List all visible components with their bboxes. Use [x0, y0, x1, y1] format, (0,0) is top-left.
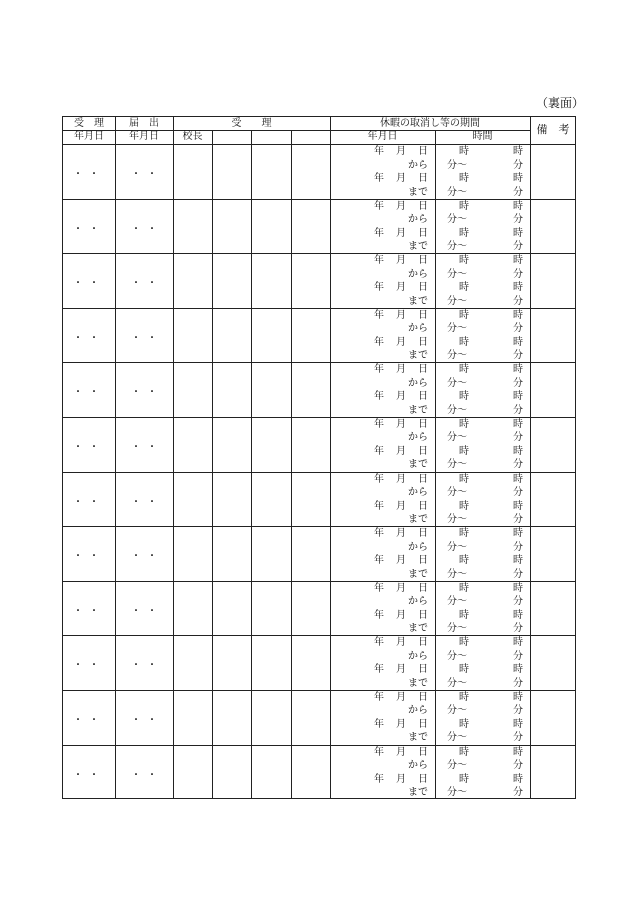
- period-text: 時: [513, 609, 523, 621]
- period-text: 時: [459, 255, 469, 267]
- period-text: 分: [513, 241, 523, 253]
- period-text: 時: [459, 773, 469, 785]
- period-text: 日: [418, 309, 428, 321]
- period-text: 月: [396, 746, 406, 758]
- period-text: 月: [396, 146, 406, 157]
- period-text: まで: [408, 186, 428, 198]
- period-text: 時: [513, 173, 523, 184]
- period-text: 日: [418, 773, 428, 785]
- period-text: 日: [418, 664, 428, 676]
- submit-date-cell[interactable]: ・・: [131, 605, 163, 617]
- period-text: 日: [418, 418, 428, 430]
- period-text: まで: [408, 514, 428, 526]
- period-text: 時: [459, 691, 469, 703]
- submit-date-cell[interactable]: ・・: [131, 551, 163, 563]
- sub-receipt-date: 年月日: [74, 131, 104, 142]
- period-text: 分: [513, 214, 523, 226]
- period-text: 時: [513, 227, 523, 239]
- period-text: 時: [513, 582, 523, 594]
- period-text: 分: [513, 732, 523, 744]
- receipt-date-cell[interactable]: ・・: [73, 714, 105, 726]
- period-text: 時: [513, 637, 523, 649]
- period-text: 分: [513, 705, 523, 717]
- table-row: [62, 199, 576, 254]
- table-row: [62, 690, 576, 745]
- table-row: [62, 417, 576, 472]
- period-text: 年: [374, 528, 384, 540]
- period-text: 月: [396, 255, 406, 267]
- period-text: 年: [374, 364, 384, 376]
- period-text: 時: [459, 555, 469, 567]
- period-text: 月: [396, 336, 406, 348]
- period-text: 時: [459, 146, 469, 157]
- period-text: まで: [408, 568, 428, 580]
- period-text: 時: [513, 309, 523, 321]
- period-text: 月: [396, 555, 406, 567]
- period-text: から: [408, 214, 428, 226]
- period-text: 時: [459, 445, 469, 457]
- col-receipt: 受 理: [74, 118, 104, 129]
- period-text: から: [408, 596, 428, 608]
- table-body: [62, 144, 576, 799]
- submit-date-cell[interactable]: ・・: [131, 332, 163, 344]
- submit-date-cell[interactable]: ・・: [131, 769, 163, 781]
- period-text: 時: [459, 336, 469, 348]
- period-text: 分〜: [447, 377, 467, 389]
- period-text: 分: [513, 787, 523, 799]
- period-text: 日: [418, 173, 428, 184]
- period-text: 分〜: [447, 186, 467, 198]
- period-text: 時: [459, 718, 469, 730]
- receipt-date-cell[interactable]: ・・: [73, 169, 105, 180]
- period-text: 時: [513, 664, 523, 676]
- period-text: 時: [459, 664, 469, 676]
- period-text: 年: [374, 637, 384, 649]
- col-approval: 受 理: [231, 118, 272, 129]
- period-text: 分〜: [447, 650, 467, 662]
- period-text: 年: [374, 500, 384, 512]
- period-text: 時: [513, 200, 523, 212]
- table-row: [62, 581, 576, 636]
- period-text: 時: [513, 718, 523, 730]
- period-text: 年: [374, 746, 384, 758]
- period-text: から: [408, 268, 428, 280]
- period-text: 時: [459, 364, 469, 376]
- period-text: 日: [418, 718, 428, 730]
- period-text: まで: [408, 350, 428, 362]
- period-text: 月: [396, 718, 406, 730]
- period-text: 日: [418, 528, 428, 540]
- period-text: まで: [408, 295, 428, 307]
- receipt-date-cell[interactable]: ・・: [73, 551, 105, 563]
- period-text: から: [408, 705, 428, 717]
- period-text: 時: [513, 445, 523, 457]
- period-text: 分: [513, 596, 523, 608]
- period-text: 年: [374, 255, 384, 267]
- period-text: 月: [396, 282, 406, 294]
- receipt-date-cell[interactable]: ・・: [73, 769, 105, 781]
- period-text: 日: [418, 746, 428, 758]
- period-text: 分〜: [447, 514, 467, 526]
- table-header: [62, 116, 576, 144]
- period-text: から: [408, 377, 428, 389]
- period-text: 分〜: [447, 432, 467, 444]
- period-text: 分: [513, 677, 523, 689]
- period-text: 年: [374, 282, 384, 294]
- period-text: 年: [374, 200, 384, 212]
- period-text: 時: [459, 227, 469, 239]
- period-text: から: [408, 487, 428, 499]
- period-text: 年: [374, 391, 384, 403]
- period-text: 日: [418, 282, 428, 294]
- period-text: 分: [513, 459, 523, 471]
- receipt-date-cell[interactable]: ・・: [73, 441, 105, 453]
- period-text: 分: [513, 760, 523, 772]
- period-text: 分〜: [447, 459, 467, 471]
- period-text: 日: [418, 637, 428, 649]
- period-text: 時: [459, 609, 469, 621]
- submit-date-cell[interactable]: ・・: [131, 496, 163, 508]
- table-row: [62, 635, 576, 690]
- period-text: 分: [513, 377, 523, 389]
- period-text: 年: [374, 718, 384, 730]
- period-text: 時: [513, 746, 523, 758]
- period-text: 月: [396, 609, 406, 621]
- period-text: 年: [374, 473, 384, 485]
- period-text: から: [408, 323, 428, 335]
- period-text: 分〜: [447, 487, 467, 499]
- period-text: 分: [513, 623, 523, 635]
- period-text: から: [408, 760, 428, 772]
- period-text: 分〜: [447, 214, 467, 226]
- period-text: 年: [374, 555, 384, 567]
- period-text: 分〜: [447, 623, 467, 635]
- table-row: [62, 362, 576, 417]
- period-text: 年: [374, 445, 384, 457]
- receipt-date-cell[interactable]: ・・: [73, 223, 105, 235]
- period-text: 日: [418, 609, 428, 621]
- period-text: 分: [513, 159, 523, 171]
- period-text: 時: [459, 391, 469, 403]
- period-text: 日: [418, 691, 428, 703]
- submit-date-cell[interactable]: ・・: [131, 714, 163, 726]
- period-text: 分〜: [447, 268, 467, 280]
- period-text: 分〜: [447, 596, 467, 608]
- period-text: 月: [396, 637, 406, 649]
- period-text: 年: [374, 173, 384, 184]
- period-text: 月: [396, 445, 406, 457]
- period-text: 月: [396, 227, 406, 239]
- period-text: 分: [513, 323, 523, 335]
- period-text: 時: [513, 528, 523, 540]
- period-text: 月: [396, 664, 406, 676]
- period-text: 年: [374, 309, 384, 321]
- period-text: 時: [459, 173, 469, 184]
- period-text: 分: [513, 541, 523, 553]
- period-text: 時: [459, 200, 469, 212]
- period-text: 月: [396, 691, 406, 703]
- sub-principal: 校長: [182, 131, 203, 142]
- table-row: [62, 308, 576, 363]
- period-text: 時: [513, 691, 523, 703]
- period-text: 月: [396, 500, 406, 512]
- period-text: から: [408, 432, 428, 444]
- col-remarks: 備 考: [536, 123, 570, 136]
- period-text: 時: [513, 255, 523, 267]
- period-text: まで: [408, 241, 428, 253]
- period-text: 時: [459, 282, 469, 294]
- period-text: 分〜: [447, 732, 467, 744]
- receipt-date-cell[interactable]: ・・: [73, 278, 105, 290]
- period-text: 分〜: [447, 241, 467, 253]
- period-text: 年: [374, 336, 384, 348]
- period-text: 分〜: [447, 568, 467, 580]
- table-row: [62, 253, 576, 308]
- period-text: 日: [418, 473, 428, 485]
- period-text: 時: [459, 582, 469, 594]
- submit-date-cell[interactable]: ・・: [131, 169, 163, 180]
- period-text: 分〜: [447, 295, 467, 307]
- period-text: 時: [513, 500, 523, 512]
- period-text: 日: [418, 255, 428, 267]
- receipt-date-cell[interactable]: ・・: [73, 496, 105, 508]
- period-text: 月: [396, 309, 406, 321]
- period-text: 時: [513, 364, 523, 376]
- period-text: まで: [408, 732, 428, 744]
- period-text: 分〜: [447, 541, 467, 553]
- period-text: から: [408, 650, 428, 662]
- period-text: 分: [513, 268, 523, 280]
- submit-date-cell[interactable]: ・・: [131, 223, 163, 235]
- period-text: 日: [418, 500, 428, 512]
- period-text: 月: [396, 773, 406, 785]
- period-text: から: [408, 159, 428, 171]
- sub-submit-date: 年月日: [129, 131, 159, 142]
- receipt-date-cell[interactable]: ・・: [73, 605, 105, 617]
- period-text: 分: [513, 404, 523, 416]
- period-text: 年: [374, 418, 384, 430]
- period-text: 分: [513, 487, 523, 499]
- table-row: [62, 526, 576, 581]
- period-text: 月: [396, 391, 406, 403]
- period-text: 年: [374, 691, 384, 703]
- period-text: 時: [513, 473, 523, 485]
- col-period: 休暇の取消し等の期間: [380, 118, 480, 129]
- period-text: 時: [513, 391, 523, 403]
- period-text: 分〜: [447, 323, 467, 335]
- period-text: 時: [513, 418, 523, 430]
- period-text: 日: [418, 227, 428, 239]
- period-text: 月: [396, 173, 406, 184]
- period-text: まで: [408, 404, 428, 416]
- period-text: 日: [418, 445, 428, 457]
- table-row: [62, 472, 576, 527]
- period-text: 時: [459, 746, 469, 758]
- period-text: 日: [418, 555, 428, 567]
- period-text: 月: [396, 418, 406, 430]
- period-text: 時: [459, 500, 469, 512]
- period-text: 日: [418, 364, 428, 376]
- period-text: 時: [513, 146, 523, 157]
- period-text: 分: [513, 650, 523, 662]
- period-text: 年: [374, 146, 384, 157]
- period-text: 分: [513, 568, 523, 580]
- receipt-date-cell[interactable]: ・・: [73, 332, 105, 344]
- period-text: 分〜: [447, 760, 467, 772]
- submit-date-cell[interactable]: ・・: [131, 278, 163, 290]
- period-text: 時: [459, 473, 469, 485]
- submit-date-cell[interactable]: ・・: [131, 441, 163, 453]
- period-text: 分〜: [447, 159, 467, 171]
- period-text: 年: [374, 227, 384, 239]
- period-text: 分: [513, 514, 523, 526]
- receipt-date-cell[interactable]: ・・: [73, 660, 105, 672]
- period-text: 時: [459, 309, 469, 321]
- period-text: 分〜: [447, 404, 467, 416]
- period-text: から: [408, 541, 428, 553]
- period-text: 月: [396, 473, 406, 485]
- submit-date-cell[interactable]: ・・: [131, 660, 163, 672]
- period-text: 月: [396, 582, 406, 594]
- period-text: 月: [396, 364, 406, 376]
- period-text: 日: [418, 336, 428, 348]
- period-text: 分: [513, 432, 523, 444]
- period-text: 時: [459, 418, 469, 430]
- leave-cancellation-table: [62, 116, 576, 799]
- table-row: [62, 745, 576, 800]
- period-text: 分〜: [447, 787, 467, 799]
- sub-period-time: 時間: [472, 131, 493, 142]
- period-text: 日: [418, 146, 428, 157]
- receipt-date-cell[interactable]: ・・: [73, 387, 105, 399]
- period-text: 年: [374, 773, 384, 785]
- period-text: 時: [513, 773, 523, 785]
- period-text: 分: [513, 350, 523, 362]
- period-text: 分〜: [447, 677, 467, 689]
- period-text: 年: [374, 609, 384, 621]
- period-text: 年: [374, 582, 384, 594]
- period-text: 分〜: [447, 705, 467, 717]
- period-text: まで: [408, 677, 428, 689]
- period-text: 時: [459, 528, 469, 540]
- period-text: 分: [513, 186, 523, 198]
- period-text: 日: [418, 391, 428, 403]
- period-text: 月: [396, 200, 406, 212]
- submit-date-cell[interactable]: ・・: [131, 387, 163, 399]
- period-text: 時: [513, 336, 523, 348]
- period-text: まで: [408, 787, 428, 799]
- period-text: 年: [374, 664, 384, 676]
- period-text: 月: [396, 528, 406, 540]
- period-text: まで: [408, 459, 428, 471]
- period-text: 時: [513, 282, 523, 294]
- period-text: まで: [408, 623, 428, 635]
- col-submit: 届 出: [129, 118, 159, 129]
- period-text: 日: [418, 200, 428, 212]
- page-label: （裏面）: [536, 96, 585, 110]
- period-text: 日: [418, 582, 428, 594]
- period-text: 分〜: [447, 350, 467, 362]
- period-text: 時: [459, 637, 469, 649]
- period-text: 分: [513, 295, 523, 307]
- table-row: [62, 144, 576, 199]
- period-text: 時: [513, 555, 523, 567]
- sub-period-date: 年月日: [367, 131, 398, 142]
